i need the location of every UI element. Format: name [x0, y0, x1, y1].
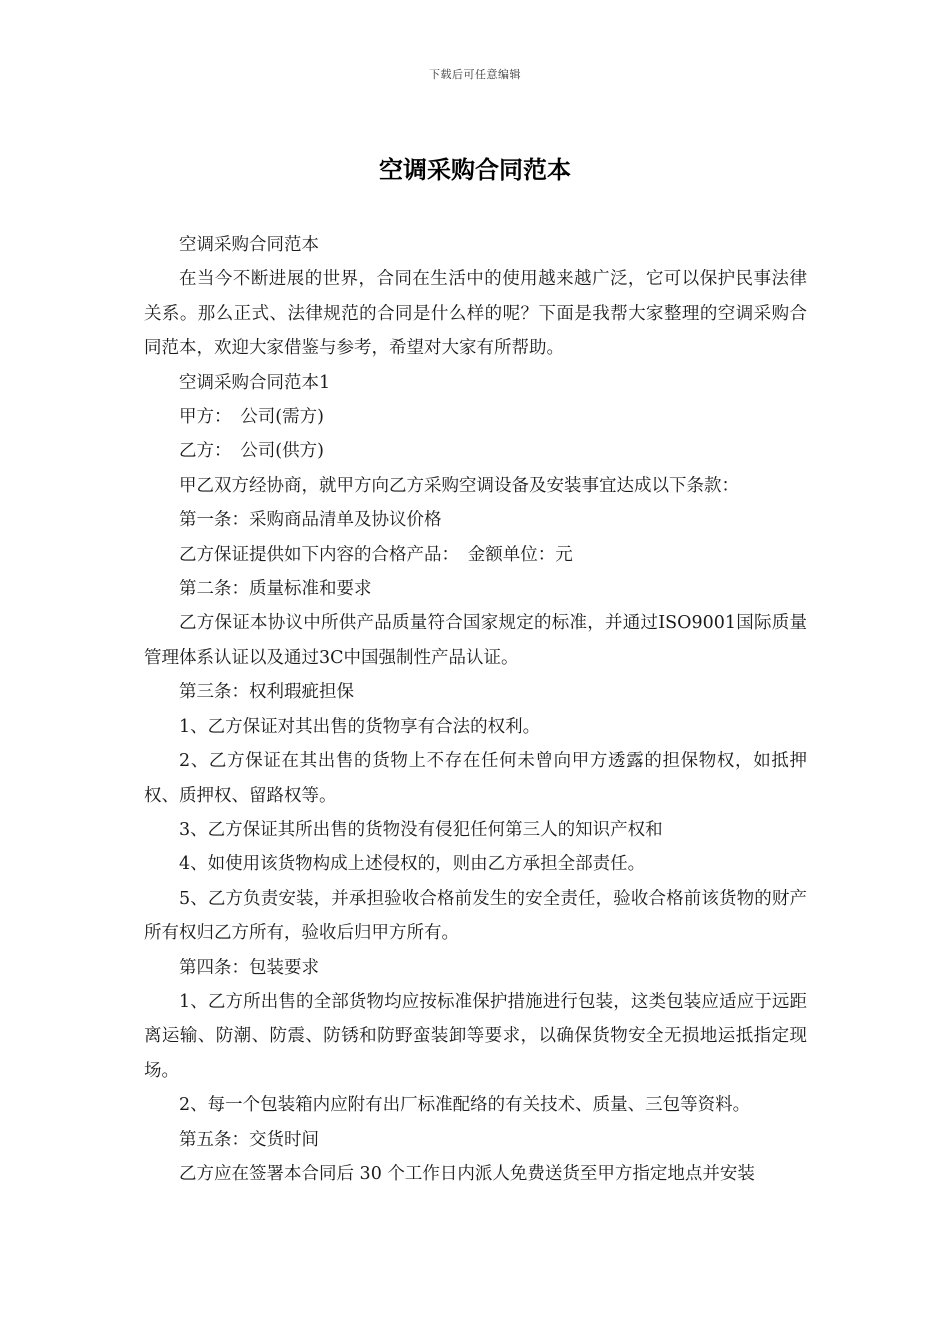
page-header-note: 下载后可任意编辑 — [429, 68, 521, 81]
clause-2-heading: 第二条：质量标准和要求 — [179, 579, 372, 600]
clause-3-item-3: 3、乙方保证其所出售的货物没有侵犯任何第三人的知识产权和 — [179, 819, 663, 840]
paragraph-intro: 在当今不断进展的世界，合同在生活中的使用越来越广泛，它可以保护民事法律关系。那么正式、法律规范的合同是什么样的呢？下面是我帮大家整理的空调采购合同范本，欢迎大家借鉴与参考，希望对大家有所帮助。 — [144, 269, 807, 359]
clause-3-item-1: 1、乙方保证对其出售的货物享有合法的权利。 — [179, 716, 541, 737]
clause-3-heading: 第三条：权利瑕疵担保 — [179, 682, 354, 703]
document-body — [144, 228, 807, 1191]
paragraph-contract-heading: 空调采购合同范本1 — [179, 372, 331, 393]
clause-3-item-4: 4、如使用该货物构成上述侵权的，则由乙方承担全部责任。 — [179, 854, 646, 875]
clause-4-item-1: 1、乙方所出售的全部货物均应按标准保护措施进行包装，这类包装应适应于远距离运输、防潮、防震、防锈和防野蛮装卸等要求，以确保货物安全无损地运抵指定现场。 — [144, 991, 807, 1081]
clause-1-text: 乙方保证提供如下内容的合格产品： 金额单位：元 — [179, 544, 573, 565]
clause-5-heading: 第五条：交货时间 — [179, 1129, 319, 1150]
clause-1-heading: 第一条：采购商品清单及协议价格 — [179, 510, 442, 531]
clause-5-text: 乙方应在签署本合同后 30 个工作日内派人免费送货至甲方指定地点并安装 — [179, 1163, 755, 1184]
clause-2-text: 乙方保证本协议中所供产品质量符合国家规定的标准，并通过ISO9001国际质量管理体系认证以及通过3C中国强制性产品认证。 — [144, 613, 807, 668]
paragraph-subtitle: 空调采购合同范本 — [179, 235, 319, 255]
paragraph-agreement: 甲乙双方经协商，就甲方向乙方采购空调设备及安装事宜达成以下条款： — [179, 475, 739, 496]
clause-4-heading: 第四条：包装要求 — [179, 957, 319, 978]
document-title: 空调采购合同范本 — [379, 156, 571, 184]
clause-4-item-2: 2、每一个包装箱内应附有出厂标准配络的有关技术、质量、三包等资料。 — [179, 1095, 751, 1116]
clause-3-item-2: 2、乙方保证在其出售的货物上不存在任何未曾向甲方透露的担保物权，如抵押权、质押权、留路权等。 — [144, 751, 807, 806]
paragraph-party-a: 甲方： 公司(需方) — [179, 407, 324, 428]
clause-3-item-5: 5、乙方负责安装，并承担验收合格前发生的安全责任，验收合格前该货物的财产所有权归乙方所有，验收后归甲方所有。 — [144, 888, 807, 944]
paragraph-party-b: 乙方： 公司(供方) — [179, 441, 324, 462]
